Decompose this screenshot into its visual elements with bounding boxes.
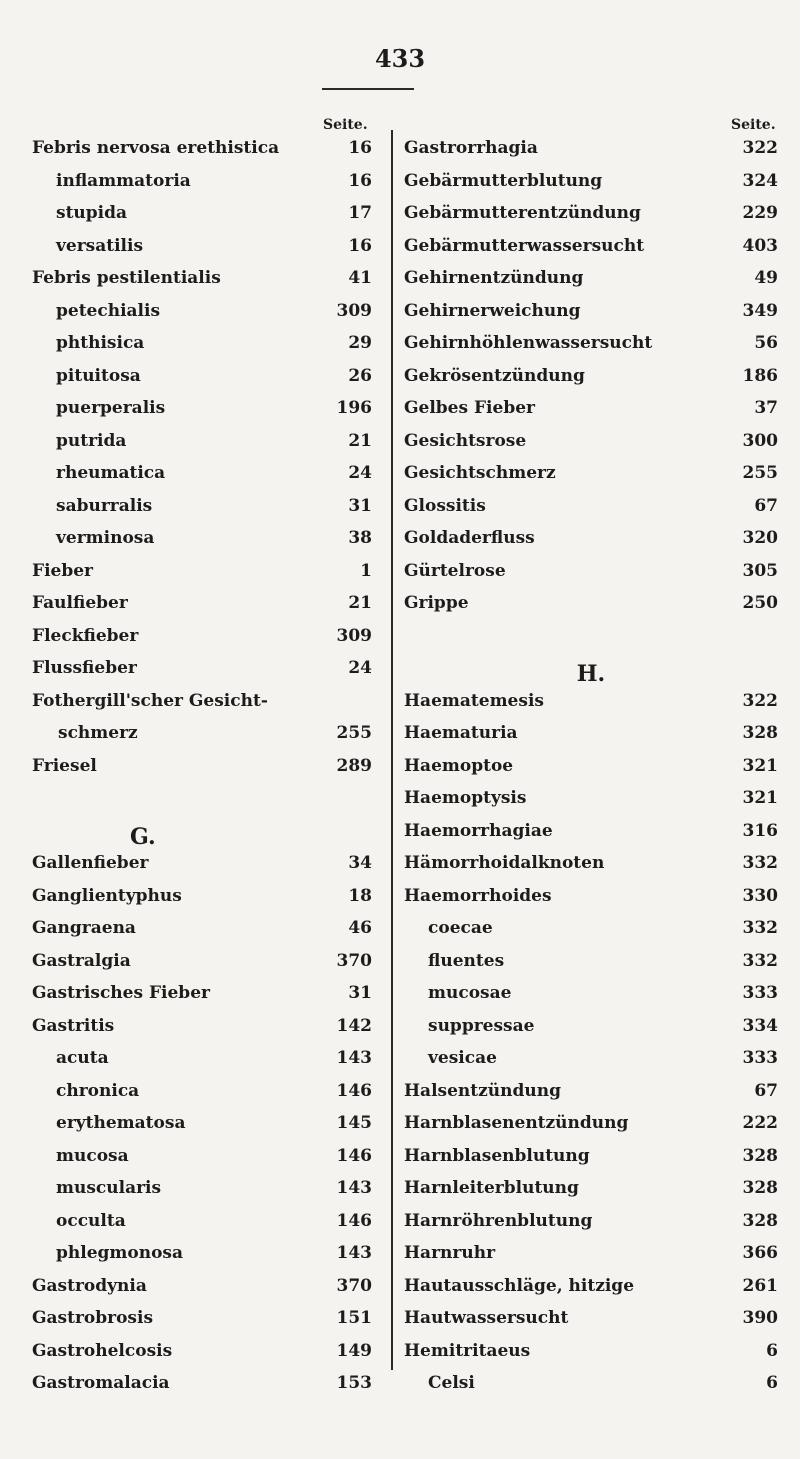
index-entry [404, 1373, 778, 1406]
index-page-number: 67 [754, 495, 778, 516]
index-term: Gekrösentzündung [404, 365, 585, 386]
index-term: Gastritis [32, 1015, 115, 1036]
index-page-number: 34 [348, 853, 372, 873]
index-entry [32, 268, 372, 301]
index-page-number: 29 [348, 333, 372, 353]
index-page-number: 143 [336, 1048, 372, 1068]
index-page-number: 390 [742, 1308, 778, 1328]
index-page-number: 332 [742, 853, 778, 873]
index-term: Gastrodynia [32, 1275, 147, 1296]
index-entry [404, 1276, 778, 1309]
index-term: suppressae [428, 1015, 535, 1036]
index-entry [32, 1373, 372, 1406]
index-entry [404, 886, 778, 919]
index-term: Gastromalacia [32, 1373, 170, 1393]
index-term: Haemoptoe [404, 755, 514, 776]
index-entry [404, 853, 778, 886]
index-term: verminosa [56, 528, 155, 548]
index-page-number: 41 [348, 268, 372, 288]
index-entry [32, 431, 372, 464]
index-page-number: 26 [348, 365, 372, 386]
left-column-header: Seite. [323, 117, 368, 133]
index-entry [404, 1341, 778, 1374]
index-term: Haematuria [404, 723, 518, 743]
right-column-header: Seite. [731, 117, 776, 133]
index-page-number: 316 [742, 820, 778, 841]
index-term: Halsentzündung [404, 1080, 562, 1101]
index-entry [404, 983, 778, 1016]
index-entry [32, 398, 372, 431]
index-page-number: 320 [742, 528, 778, 548]
index-page-number: 143 [336, 1178, 372, 1198]
index-term: chronica [56, 1080, 140, 1101]
index-term: versatilis [56, 235, 144, 256]
index-term: Febris nervosa erethistica [32, 138, 280, 158]
index-entry [32, 593, 372, 626]
index-page-number: 261 [742, 1275, 778, 1296]
index-page-number: 322 [742, 690, 778, 711]
index-entry [404, 788, 778, 821]
index-entry [32, 626, 372, 659]
index-term: Fothergill'scher Gesicht- [32, 690, 268, 711]
index-page-number: 17 [348, 203, 372, 223]
index-entry [404, 203, 778, 236]
index-term: acuta [56, 1048, 109, 1068]
index-entry [404, 431, 778, 464]
index-term: petechialis [56, 300, 161, 321]
index-page-number: 31 [348, 983, 372, 1003]
index-page-number: 255 [336, 723, 372, 743]
index-entry [32, 496, 372, 529]
index-entry [404, 528, 778, 561]
index-entry [32, 1146, 372, 1179]
index-page-number: 349 [742, 300, 778, 321]
index-term: Gastrisches Fieber [32, 983, 210, 1003]
index-term: muscularis [56, 1178, 162, 1198]
index-term: Gangraena [32, 918, 136, 938]
index-entry [32, 171, 372, 204]
index-entry [404, 1243, 778, 1276]
index-term: Hautausschläge, hitzige [404, 1275, 635, 1296]
index-entry [32, 236, 372, 269]
index-term: Faulfieber [32, 593, 128, 613]
index-entry [404, 723, 778, 756]
index-term: Gallenfieber [32, 853, 149, 873]
index-term: schmerz [58, 723, 138, 743]
index-term: Hautwassersucht [404, 1308, 569, 1328]
index-term: Celsi [428, 1373, 475, 1393]
index-page-number: 18 [348, 885, 372, 906]
index-page-number: 67 [754, 1080, 778, 1101]
index-entry [404, 333, 778, 366]
index-entry [404, 366, 778, 399]
index-page-number: 37 [754, 398, 778, 418]
index-entry [32, 301, 372, 334]
index-entry [404, 626, 778, 659]
index-term: Grippe [404, 593, 469, 613]
index-entry [404, 398, 778, 431]
index-page-number: 56 [754, 333, 778, 353]
index-term: Febris pestilentialis [32, 268, 221, 288]
index-page-number: 333 [742, 983, 778, 1003]
index-entry [32, 1178, 372, 1211]
index-page-number: 24 [348, 658, 372, 678]
index-entry [32, 853, 372, 886]
index-page-number: 222 [742, 1113, 778, 1133]
index-entry [32, 756, 372, 789]
index-term: Haemorrhoides [404, 885, 552, 906]
index-page-number: 250 [742, 593, 778, 613]
index-page-number: 16 [348, 170, 372, 191]
index-page-number: 153 [336, 1373, 372, 1393]
index-page-number: 186 [742, 365, 778, 386]
index-term: Gastrorrhagia [404, 138, 538, 158]
index-entry [404, 561, 778, 594]
index-entry [404, 463, 778, 496]
index-term: Gastrohelcosis [32, 1340, 173, 1361]
index-entry [32, 886, 372, 919]
index-page-number: 403 [742, 235, 778, 256]
index-term: Flussfieber [32, 658, 137, 678]
index-entry [404, 1113, 778, 1146]
index-page-number: 366 [742, 1243, 778, 1263]
index-page-number: 334 [742, 1015, 778, 1036]
index-entry [32, 138, 372, 171]
index-page-number: 324 [742, 170, 778, 191]
index-page-number: 328 [742, 1145, 778, 1166]
index-term: Gastralgia [32, 950, 131, 971]
index-term: erythematosa [56, 1113, 186, 1133]
index-term: mucosae [428, 983, 512, 1003]
index-page-number: 142 [336, 1015, 372, 1036]
index-term: occulta [56, 1210, 126, 1231]
index-page-number: 309 [336, 625, 372, 646]
index-page-number: 322 [742, 138, 778, 158]
index-entry [32, 1211, 372, 1244]
index-page-number: 149 [336, 1340, 372, 1361]
index-term: inflammatoria [56, 170, 191, 191]
index-term: Gastrobrosis [32, 1308, 154, 1328]
index-page-number: 328 [742, 1178, 778, 1198]
index-page-number: 21 [348, 593, 372, 613]
index-page-number: 38 [348, 528, 372, 548]
index-page-number: 46 [348, 918, 372, 938]
index-term: Hämorrhoidalknoten [404, 853, 605, 873]
index-entry [404, 236, 778, 269]
index-term: saburralis [56, 495, 153, 516]
index-term: Gesichtsrose [404, 430, 527, 451]
index-entry [404, 1081, 778, 1114]
index-entry [404, 593, 778, 626]
index-page-number: 16 [348, 235, 372, 256]
index-page-number: 16 [348, 138, 372, 158]
index-term: Fleckfieber [32, 625, 139, 646]
index-term: Gehirnentzündung [404, 268, 584, 288]
index-entry [32, 203, 372, 236]
section-letter: G. [130, 823, 156, 850]
index-term: Gehirnhöhlenwassersucht [404, 333, 653, 353]
index-term: Haemoptysis [404, 788, 527, 808]
index-term: Harnruhr [404, 1243, 496, 1263]
index-term: putrida [56, 430, 127, 451]
index-term: pituitosa [56, 365, 141, 386]
index-term: Gelbes Fieber [404, 398, 535, 418]
index-entry [404, 1048, 778, 1081]
index-page-number: 6 [766, 1340, 778, 1361]
index-entry [32, 1048, 372, 1081]
page-number: 433 [374, 44, 426, 73]
index-page-number: 196 [336, 398, 372, 418]
index-entry [32, 333, 372, 366]
index-term: Ganglientyphus [32, 885, 182, 906]
index-entry [32, 691, 372, 724]
index-term: Gebärmutterblutung [404, 170, 603, 191]
index-term: Fieber [32, 560, 94, 581]
index-page-number: 321 [742, 788, 778, 808]
index-entry [404, 918, 778, 951]
index-entry [404, 138, 778, 171]
index-entry [32, 366, 372, 399]
index-entry [32, 561, 372, 594]
index-entry [32, 528, 372, 561]
index-term: Gehirnerweichung [404, 300, 581, 321]
index-entry [32, 1081, 372, 1114]
index-page-number: 143 [336, 1243, 372, 1263]
index-term: Friesel [32, 755, 97, 776]
index-entry [404, 1016, 778, 1049]
index-entry [404, 821, 778, 854]
index-page-number: 1 [360, 560, 372, 581]
index-term: stupida [56, 203, 128, 223]
index-term: Goldaderfluss [404, 528, 535, 548]
left-index-column [32, 138, 372, 1406]
index-entry [32, 951, 372, 984]
index-page-number: 24 [348, 463, 372, 483]
index-entry [32, 1341, 372, 1374]
index-page-number: 6 [766, 1373, 778, 1393]
index-page-number: 151 [336, 1308, 372, 1328]
index-entry [404, 691, 778, 724]
index-page-number: 328 [742, 723, 778, 743]
index-page-number: 229 [742, 203, 778, 223]
index-term: rheumatica [56, 463, 166, 483]
index-page-number: 49 [754, 268, 778, 288]
index-term: phlegmonosa [56, 1243, 184, 1263]
index-page-number: 370 [336, 950, 372, 971]
index-term: puerperalis [56, 398, 166, 418]
index-entry [404, 268, 778, 301]
index-term: Harnblasenentzündung [404, 1113, 629, 1133]
column-divider [391, 130, 393, 1370]
index-term: Glossitis [404, 495, 486, 516]
index-term: Gebärmutterentzündung [404, 203, 641, 223]
index-page-number: 145 [336, 1113, 372, 1133]
index-page-number: 31 [348, 495, 372, 516]
index-page-number: 328 [742, 1210, 778, 1231]
index-page-number: 330 [742, 885, 778, 906]
index-entry [32, 788, 372, 821]
index-term: Gebärmutterwassersucht [404, 235, 645, 256]
index-entry [404, 1178, 778, 1211]
index-term: Hemitritaeus [404, 1340, 531, 1361]
index-term: Gürtelrose [404, 560, 506, 581]
index-page-number: 146 [336, 1145, 372, 1166]
index-term: Harnleiterblutung [404, 1178, 579, 1198]
index-entry [404, 756, 778, 789]
index-page-number: 255 [742, 463, 778, 483]
index-term: Haematemesis [404, 690, 544, 711]
right-index-column [404, 138, 778, 1406]
index-entry [32, 1243, 372, 1276]
index-entry [32, 658, 372, 691]
index-term: Harnblasenblutung [404, 1145, 590, 1166]
index-entry [32, 1113, 372, 1146]
section-letter: H. [576, 661, 606, 688]
index-term: mucosa [56, 1145, 129, 1166]
index-page-number: 21 [348, 430, 372, 451]
index-page-number: 321 [742, 755, 778, 776]
index-page-number: 309 [336, 300, 372, 321]
index-entry [32, 723, 372, 756]
index-entry [404, 171, 778, 204]
index-term: phthisica [56, 333, 145, 353]
index-entry [32, 1276, 372, 1309]
index-page-number: 333 [742, 1048, 778, 1068]
index-page-number: 370 [336, 1275, 372, 1296]
index-page-number: 146 [336, 1210, 372, 1231]
index-entry [404, 1308, 778, 1341]
index-entry [32, 1308, 372, 1341]
index-page-number: 146 [336, 1080, 372, 1101]
index-term: fluentes [428, 950, 505, 971]
index-entry [32, 1016, 372, 1049]
index-page-number: 305 [742, 560, 778, 581]
index-term: Harnröhrenblutung [404, 1210, 593, 1231]
index-page-number: 332 [742, 918, 778, 938]
index-entry [32, 983, 372, 1016]
index-entry [32, 918, 372, 951]
index-entry [404, 951, 778, 984]
header-rule [322, 88, 414, 90]
index-term: Haemorrhagiae [404, 820, 553, 841]
index-entry [404, 1146, 778, 1179]
index-entry [404, 1211, 778, 1244]
index-page-number: 300 [742, 430, 778, 451]
index-entry [404, 496, 778, 529]
index-entry [404, 301, 778, 334]
index-page-number: 289 [336, 755, 372, 776]
index-term: Gesichtschmerz [404, 463, 556, 483]
index-term: coecae [428, 918, 493, 938]
index-entry [32, 463, 372, 496]
index-page-number: 332 [742, 950, 778, 971]
index-term: vesicae [428, 1048, 497, 1068]
